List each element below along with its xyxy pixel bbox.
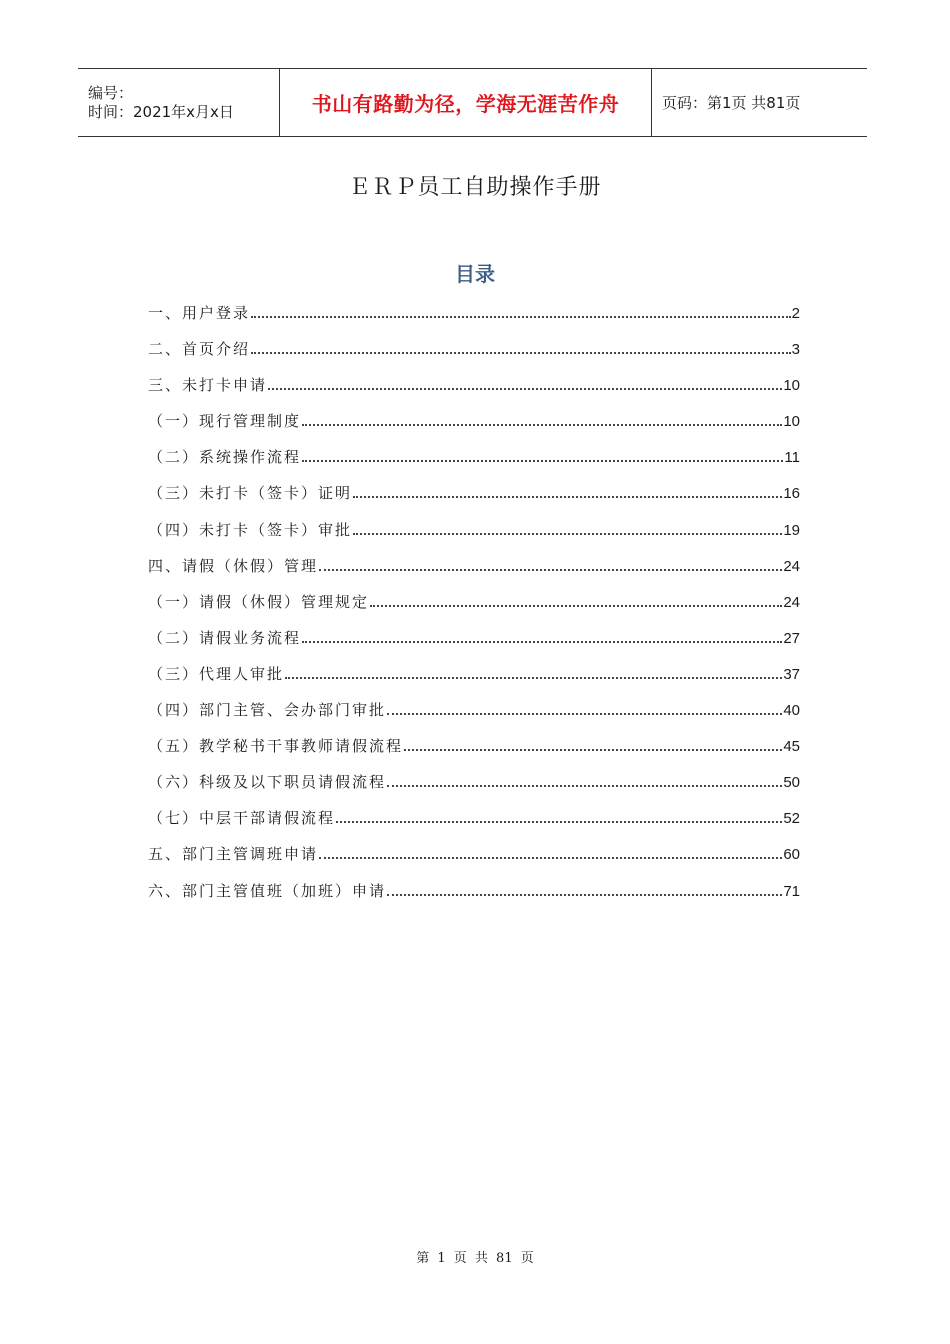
toc-heading: 目录 bbox=[455, 262, 495, 286]
toc-dot-leader bbox=[319, 555, 782, 571]
toc-dot-leader bbox=[387, 880, 782, 896]
toc-entry[interactable] bbox=[148, 843, 800, 879]
toc-entry-page: 24 bbox=[783, 593, 800, 611]
toc-entry-page: 19 bbox=[783, 521, 800, 539]
header-page-cell bbox=[652, 69, 867, 136]
toc-dot-leader bbox=[387, 699, 782, 715]
header-motto-cell bbox=[279, 69, 652, 136]
toc-entry[interactable] bbox=[148, 807, 800, 843]
toc-entry-label: （一）请假（休假）管理规定 bbox=[148, 592, 370, 611]
toc-entry-page: 16 bbox=[783, 485, 800, 503]
toc-entry[interactable] bbox=[148, 663, 800, 699]
toc-entry[interactable] bbox=[148, 735, 800, 771]
toc-entry-page: 60 bbox=[783, 846, 800, 864]
toc-entry[interactable] bbox=[148, 591, 800, 627]
toc-entry[interactable] bbox=[148, 555, 800, 591]
toc-dot-leader bbox=[285, 663, 782, 679]
toc-dot-leader bbox=[353, 482, 782, 498]
document-title: ＥＲＰ员工自助操作手册 bbox=[348, 175, 602, 200]
toc-entry-label: （六）科级及以下职员请假流程 bbox=[148, 773, 387, 792]
toc-entry-label: （四）部门主管、会办部门审批 bbox=[148, 701, 387, 720]
toc-entry-label: （三）代理人审批 bbox=[148, 664, 285, 683]
toc-dot-leader bbox=[370, 591, 782, 607]
toc-entry-label: 四、请假（休假）管理 bbox=[148, 556, 319, 575]
toc-entry[interactable] bbox=[148, 338, 800, 374]
header-meta bbox=[78, 69, 279, 136]
toc-dot-leader bbox=[353, 519, 782, 535]
toc-entry-page: 10 bbox=[783, 377, 800, 395]
toc-entry-label: （三）未打卡（签卡）证明 bbox=[148, 484, 353, 503]
toc-entry-label: （二）系统操作流程 bbox=[148, 448, 302, 467]
toc-entry[interactable] bbox=[148, 699, 800, 735]
toc-entry[interactable] bbox=[148, 627, 800, 663]
toc-entry-page: 45 bbox=[783, 738, 800, 756]
toc-entry-label: （四）未打卡（签卡）审批 bbox=[148, 520, 353, 539]
toc-entry-label: （七）中层干部请假流程 bbox=[148, 809, 336, 828]
toc-dot-leader bbox=[302, 446, 783, 462]
toc-dot-leader bbox=[251, 302, 791, 318]
toc-dot-leader bbox=[319, 843, 782, 859]
toc-entry[interactable] bbox=[148, 880, 800, 916]
toc-dot-leader bbox=[404, 735, 782, 751]
toc-entry-page: 52 bbox=[783, 810, 800, 828]
toc-dot-leader bbox=[336, 807, 782, 823]
toc-entry[interactable] bbox=[148, 410, 800, 446]
toc-entry-page: 2 bbox=[791, 305, 800, 322]
header-page-number: 页码：第1页 共81页 bbox=[662, 94, 801, 112]
toc-dot-leader bbox=[302, 627, 782, 643]
document-date-label: 时间：2021年x月x日 bbox=[88, 102, 234, 121]
page-header bbox=[78, 68, 867, 137]
toc-entry-page: 50 bbox=[783, 774, 800, 792]
toc-entry-page: 71 bbox=[783, 882, 800, 900]
toc-entry-label: （一）现行管理制度 bbox=[148, 412, 302, 431]
toc-entry[interactable] bbox=[148, 446, 800, 482]
toc-entry-label: （五）教学秘书干事教师请假流程 bbox=[148, 737, 404, 756]
toc-dot-leader bbox=[268, 374, 782, 390]
toc-entry-page: 40 bbox=[783, 702, 800, 720]
page-footer: 第 1 页 共 81 页 bbox=[416, 1251, 534, 1266]
toc-entry-page: 10 bbox=[783, 413, 800, 431]
toc-entry-page: 27 bbox=[783, 629, 800, 647]
toc-entry[interactable] bbox=[148, 771, 800, 807]
toc-entry-label: 五、部门主管调班申请 bbox=[148, 845, 319, 864]
toc-dot-leader bbox=[251, 338, 791, 354]
toc-entry[interactable] bbox=[148, 482, 800, 518]
document-number-label: 编号： bbox=[88, 83, 134, 102]
toc-entry-label: 六、部门主管值班（加班）申请 bbox=[148, 881, 387, 900]
toc-entry[interactable] bbox=[148, 374, 800, 410]
table-of-contents bbox=[148, 302, 800, 916]
header-motto: 书山有路勤为径，学海无涯苦作舟 bbox=[311, 92, 620, 116]
toc-dot-leader bbox=[387, 771, 782, 787]
toc-dot-leader bbox=[302, 410, 782, 426]
toc-entry-page: 37 bbox=[783, 665, 800, 683]
toc-entry-label: （二）请假业务流程 bbox=[148, 628, 302, 647]
toc-entry-page: 3 bbox=[791, 341, 800, 359]
toc-entry-label: 二、首页介绍 bbox=[148, 340, 251, 359]
toc-entry-page: 11 bbox=[784, 449, 800, 467]
toc-entry-label: 三、未打卡申请 bbox=[148, 376, 268, 395]
toc-entry[interactable] bbox=[148, 519, 800, 555]
toc-entry-label: 一、用户登录 bbox=[148, 304, 251, 322]
toc-entry[interactable] bbox=[148, 302, 800, 338]
toc-entry-page: 24 bbox=[783, 557, 800, 575]
